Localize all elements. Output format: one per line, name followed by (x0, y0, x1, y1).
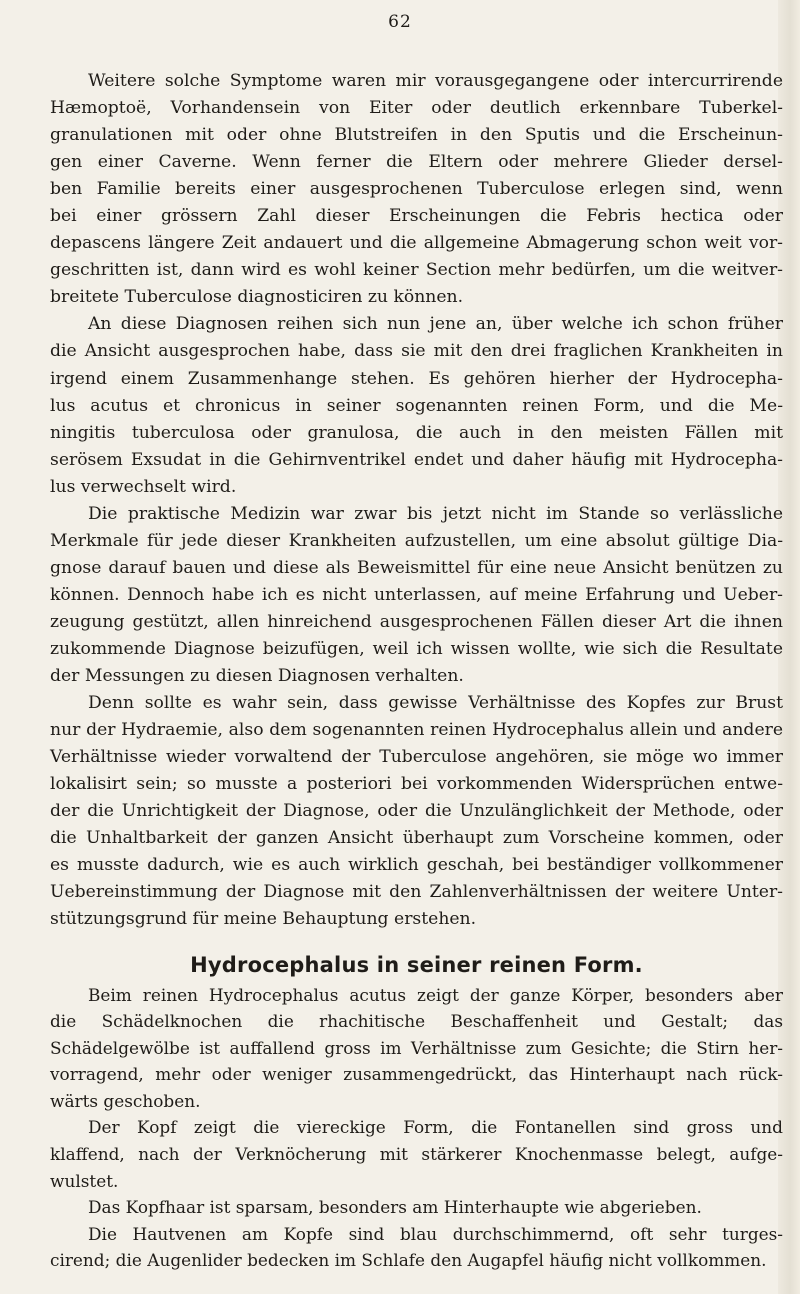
text-line: Die praktische Medizin war zwar bis jetzt nicht im Stande so verlässliche (88, 503, 783, 524)
paragraph (50, 501, 783, 690)
text-line: bei einer grössern Zahl dieser Erscheinungen die Febris hectica oder (50, 206, 783, 227)
text-line: Schädelgewölbe ist auffallend gross im Verhältnisse zum Gesichte; die Stirn her- (50, 1037, 783, 1058)
paragraph (50, 690, 783, 933)
text-line: lus acutus et chronicus in seiner sogenannten reinen Form, und die Me- (50, 395, 783, 416)
text-line: lus verwechselt wird. (50, 476, 237, 497)
paragraph (50, 1221, 783, 1274)
text-line: Hæmoptoë, Vorhandensein von Eiter oder deutlich erkennbare Tuberkel- (50, 98, 783, 119)
text-line: gnose darauf bauen und diese als Beweismittel für eine neue Ansicht benützen zu (50, 557, 783, 578)
text-line: nur der Hydraemie, also dem sogenannten reinen Hydrocephalus allein und andere (50, 720, 783, 741)
text-line: Weitere solche Symptome waren mir vorausgegangene oder intercurrirende (88, 71, 783, 91)
text-line: die Schädelknochen die rhachitische Beschaffenheit und Gestalt; das (50, 1011, 783, 1032)
text-line: Die Hautvenen am Kopfe sind blau durchschimmernd, oft sehr turges- (88, 1223, 783, 1244)
paragraph (50, 1114, 783, 1194)
text-line: gen einer Caverne. Wenn ferner die Eltern oder mehrere Glieder dersel- (50, 152, 783, 173)
text-line: granulationen mit oder ohne Blutstreifen in den Sputis und die Erscheinun- (50, 125, 783, 146)
text-line: Der Kopf zeigt die viereckige Form, die Fontanellen sind gross und (88, 1117, 783, 1138)
text-line: die Unhaltbarkeit der ganzen Ansicht überhaupt zum Vorscheine kommen, oder (50, 828, 783, 849)
paragraph (50, 68, 783, 311)
section-heading: Hydrocephalus in seiner reinen Form. (190, 952, 643, 977)
text-line: zeugung gestützt, allen hinreichend ausgesprochenen Fällen dieser Art die ihnen (50, 611, 783, 632)
text-line: wärts geschoben. (50, 1090, 201, 1111)
text-line: depascens längere Zeit andauert und die allgemeine Abmagerung schon weit vor- (50, 233, 783, 254)
text-line: irgend einem Zusammenhange stehen. Es gehören hierher der Hydrocepha- (50, 368, 783, 389)
text-line: Verhältnisse wieder vorwaltend der Tuberculose angehören, sie möge wo immer (50, 747, 783, 768)
text-line: Denn sollte es wahr sein, dass gewisse Verhältnisse des Kopfes zur Brust (88, 693, 783, 714)
text-line: Merkmale für jede dieser Krankheiten aufzustellen, um eine absolut gültige Dia- (50, 530, 783, 551)
section-tuberculose-diagnosen (50, 68, 783, 934)
text-line: es musste dadurch, wie es auch wirklich geschah, bei beständiger vollkommener (50, 855, 783, 876)
text-line: zukommende Diagnose beizufügen, weil ich wissen wollte, wie sich die Resultate (50, 638, 783, 659)
text-line: wulstet. (50, 1170, 119, 1191)
text-line: breitete Tuberculose diagnosticiren zu können. (50, 287, 464, 308)
text-line: Das Kopfhaar ist sparsam, besonders am Hinterhaupte wie abgerieben. (88, 1197, 702, 1218)
text-line: vorragend, mehr oder weniger zusammengedrückt, das Hinterhaupt nach rück- (50, 1064, 783, 1085)
text-line: stützungsgrund für meine Behauptung erstehen. (50, 909, 477, 930)
text-line: können. Dennoch habe ich es nicht unterlassen, auf meine Erfahrung und Ueber- (50, 584, 783, 605)
text-line: die Ansicht ausgesprochen habe, dass sie mit den drei fraglichen Krankheiten in (50, 341, 783, 362)
paragraph (50, 982, 783, 1115)
paragraph (50, 1194, 783, 1221)
section-hydrocephalus (50, 982, 783, 1275)
text-line: ningitis tuberculosa oder granulosa, die auch in den meisten Fällen mit (50, 422, 783, 443)
text-line: lokalisirt sein; so musste a posteriori bei vorkommenden Widersprüchen entwe- (50, 774, 783, 795)
body-text (50, 68, 783, 1274)
page-number: 62 (388, 12, 412, 32)
text-line: An diese Diagnosen reihen sich nun jene an, über welche ich schon früher (88, 314, 783, 335)
text-line: ben Familie bereits einer ausgesprochenen Tuberculose erlegen sind, wenn (50, 179, 783, 200)
text-line: der die Unrichtigkeit der Diagnose, oder die Unzulänglichkeit der Methode, oder (50, 801, 783, 822)
text-line: cirend; die Augenlider bedecken im Schlafe den Augapfel häufig nicht vollkommen. (50, 1250, 767, 1271)
text-line: Uebereinstimmung der Diagnose mit den Zahlenverhältnissen der weitere Unter- (50, 882, 783, 903)
paragraph (50, 311, 783, 500)
text-line: der Messungen zu diesen Diagnosen verhalten. (50, 666, 464, 687)
text-line: geschritten ist, dann wird es wohl keiner Section mehr bedürfen, um die weitver- (50, 260, 783, 281)
text-line: serösem Exsudat in die Gehirnventrikel endet und daher häufig mit Hydrocepha- (50, 449, 783, 470)
text-line: Beim reinen Hydrocephalus acutus zeigt der ganze Körper, besonders aber (88, 984, 783, 1005)
text-line: klaffend, nach der Verknöcherung mit stärkerer Knochenmasse belegt, aufge- (50, 1144, 783, 1165)
